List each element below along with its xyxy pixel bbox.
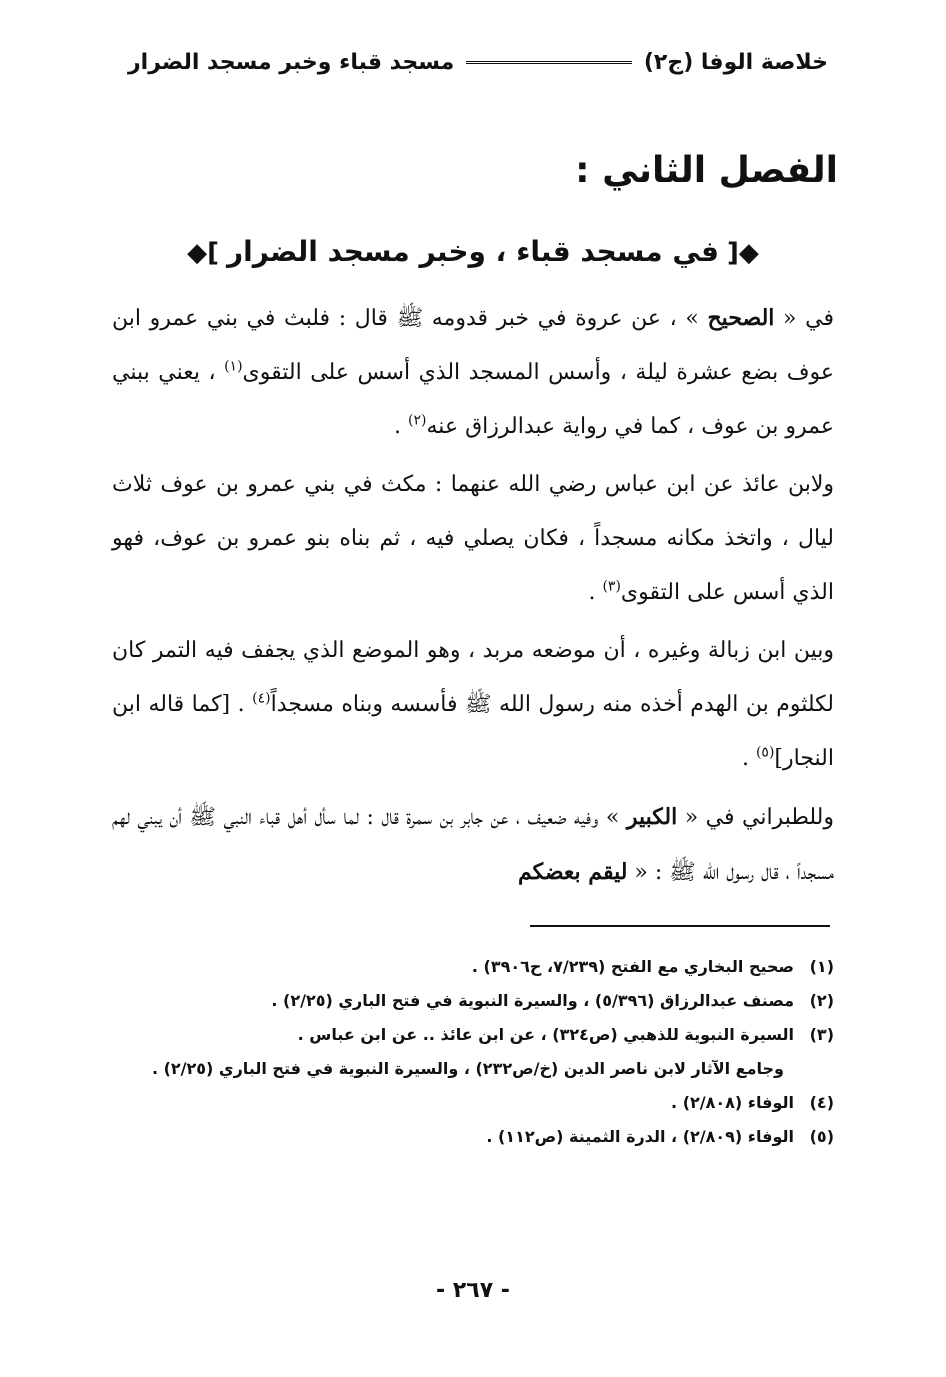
footnote-text: الوفاء (٢/٨٠٩) ، الدرة الثمينة (ص١١٢) . xyxy=(486,1127,794,1146)
footnote-text: صحيح البخاري مع الفتح (٧/٢٣٩، ح٣٩٠٦) . xyxy=(471,957,794,976)
page-number: - ٢٦٧ - xyxy=(436,1278,510,1303)
paragraph-1-text-2: ، يعني ببني عمرو بن عوف ، كما في رواية عبدالرزاق عنه xyxy=(112,360,834,439)
paragraph-2-text: ولابن عائذ عن ابن عباس رضي الله عنهما : مكث في بني عمرو بن عوف ثلاث ليال ، واتخذ مكانه مسجداً ، فكان يصلي فيه ، ثم بناه بنو عمرو بن عوف، فهو الذي أسس على التقوى xyxy=(112,472,834,605)
footnote-text: وجامع الآثار لابن ناصر الدين (خ/ص٢٣٢) ، والسيرة النبوية في فتح الباري (٢/٢٥) . xyxy=(151,1059,784,1078)
paragraph-3-end: . xyxy=(741,746,756,771)
running-header-section-title: مسجد قباء وخبر مسجد الضرار xyxy=(128,49,455,75)
footnote-continuation xyxy=(112,1052,834,1086)
footnote-item xyxy=(112,1120,834,1154)
paragraph-4-text: » وفيه ضعيف ، عن جابر بن سمرة قال : لما سأل أهل قباء النبي ﷺ أن يبني لهم مسجداً ، قال رسول الله ﷺ : « xyxy=(112,805,834,885)
paragraph-4-bold-title: الكبير xyxy=(626,804,678,830)
footnotes xyxy=(112,950,834,1154)
paragraph-1-text: » ، عن عروة في خبر قدومه ﷺ قال : فلبث في بني عمرو ابن عوف بضع عشرة ليلة ، وأسس المسجد الذي أسس على التقوى xyxy=(112,306,834,385)
paragraph-2-end: . xyxy=(588,580,603,605)
paragraph-4-prefix: وللطبراني في « xyxy=(677,805,834,830)
footnote-text: الوفاء (٢/٨٠٨) . xyxy=(671,1093,794,1112)
running-header-book-title: خلاصة الوفا (ج٢) xyxy=(643,49,828,75)
section-heading-text: في مسجد قباء ، وخبر مسجد الضرار xyxy=(226,235,719,268)
paragraph-1-bold-title: الصحيح xyxy=(707,305,775,331)
footnote-ref-4: (٤) xyxy=(252,690,271,707)
paragraph-4 xyxy=(112,790,834,900)
footnote-item xyxy=(112,1086,834,1120)
running-header xyxy=(128,42,828,82)
footnote-item xyxy=(112,984,834,1018)
footnote-ref-3: (٣) xyxy=(602,578,621,595)
paragraph-3-mid: . [كما قاله ابن النجار] xyxy=(112,692,834,771)
heading-ornament-right: ◆[ xyxy=(727,238,759,268)
paragraph-3 xyxy=(112,624,834,786)
paragraph-4-bold-quote: ليقم بعضكم xyxy=(518,859,628,885)
chapter-title: الفصل الثاني : xyxy=(575,150,838,191)
footnote-item xyxy=(112,950,834,984)
paragraph-1 xyxy=(112,291,834,454)
footnote-number: (٥) xyxy=(809,1127,834,1146)
heading-ornament-left: ]◆ xyxy=(187,238,219,268)
footnote-number: (١) xyxy=(809,957,834,976)
body-text xyxy=(112,291,834,904)
section-heading xyxy=(0,225,946,280)
footnote-ref-2: (٢) xyxy=(408,412,427,429)
running-header-rule xyxy=(466,61,632,64)
footnote-ref-1: (١) xyxy=(224,358,243,375)
footnote-item xyxy=(112,1018,834,1052)
footnote-text: السيرة النبوية للذهبي (ص٣٢٤) ، عن ابن عائذ .. عن ابن عباس . xyxy=(297,1025,794,1044)
paragraph-2 xyxy=(112,458,834,620)
footnote-number: (٢) xyxy=(809,991,834,1010)
footnote-text: مصنف عبدالرزاق (٥/٣٩٦) ، والسيرة النبوية في فتح الباري (٢/٢٥) . xyxy=(271,991,794,1010)
footnote-number xyxy=(794,1052,834,1086)
paragraph-1-prefix: في « xyxy=(774,306,834,331)
paragraph-1-end: . xyxy=(394,414,409,439)
footnote-number: (٤) xyxy=(809,1093,834,1112)
paragraph-3-text: وبين ابن زبالة وغيره ، أن موضعه مربد ، وهو الموضع الذي يجفف فيه التمر كان لكلثوم بن الهدم أخذه منه رسول الله ﷺ فأسسه وبناه مسجداً xyxy=(112,638,834,717)
footnote-ref-5: (٥) xyxy=(755,744,775,761)
footnote-separator xyxy=(530,925,830,927)
footnote-number: (٣) xyxy=(809,1025,834,1044)
